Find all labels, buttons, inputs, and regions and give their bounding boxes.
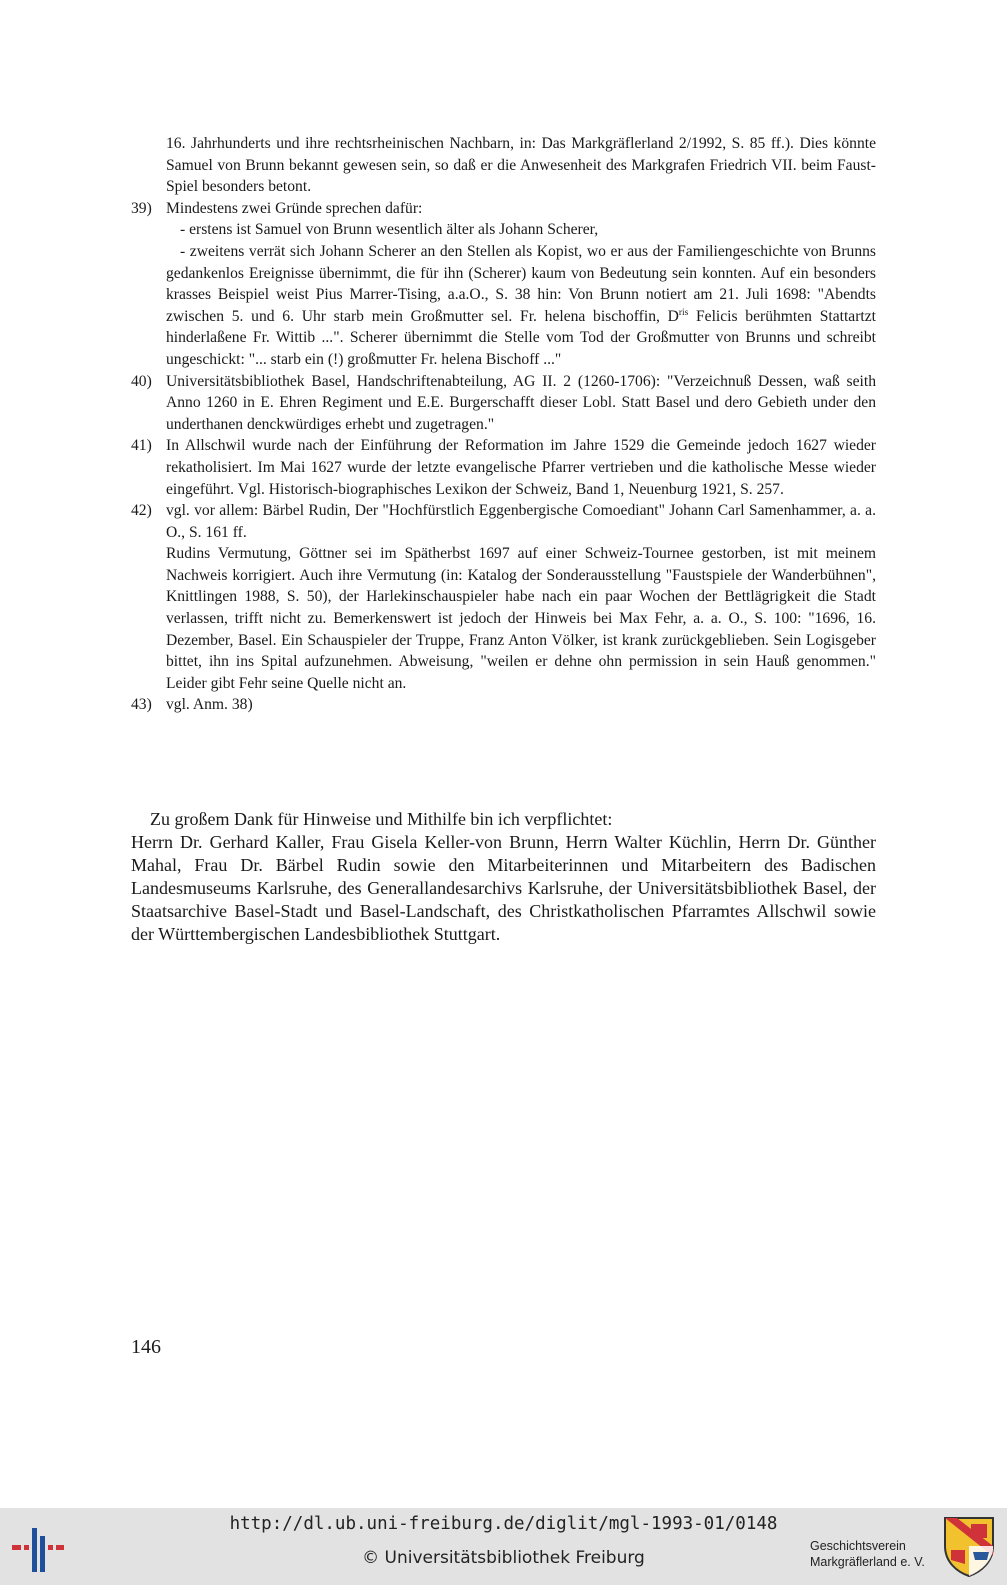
footnote-text-part: Felicis berühmten Stattartzt hinderlaßene Fr. Wittib ...". Scherer übernimmt die Stelle vom Tod der Großmutter von Brunns und schreibt ungeschickt: "... starb ein (!) großmutter Fr. helena Bischoff ..."	[166, 307, 876, 368]
acknowledgement-body: Herrn Dr. Gerhard Kaller, Frau Gisela Keller-von Brunn, Herrn Walter Küchlin, Herrn Dr. Günther Mahal, Frau Dr. Bärbel Rudin sowie den Mitarbeiterinnen und Mitarbeitern des Badischen Landesmuseums Karlsruhe, des Generallandesarchivs Karlsruhe, der Universitätsbibliothek Basel, der Staatsarchive Basel-Stadt und Basel-Landschaft, des Christkatholischen Pfarramtes Allschwil sowie der Württembergischen Landesbibliothek Stuttgart.	[131, 832, 876, 944]
footnote-39	[131, 198, 876, 371]
footnote-text: In Allschwil wurde nach der Einführung der Reformation im Jahre 1529 die Gemeinde jedoch 1627 wieder rekatholisiert. Im Mai 1627 wurde der letzte evangelische Pfarrer vertrieben und die katholische Messe wieder eingeführt. Vgl. Historisch-biographisches Lexikon der Schweiz, Band 1, Neuenburg 1921, S. 257.	[166, 437, 876, 498]
footnote-text: - erstens ist Samuel von Brunn wesentlich älter als Johann Scherer,	[180, 221, 599, 239]
footnote-number: 42)	[131, 502, 152, 520]
footnote-text	[166, 241, 876, 371]
acknowledgement-lead: Zu großem Dank für Hinweise und Mithilfe bin ich verpflichtet:	[150, 809, 613, 829]
footer-bar	[0, 1508, 1007, 1585]
footnote-text: Rudins Vermutung, Göttner sei im Spätherbst 1697 auf einer Schweiz-Tournee gestorben, ist mit meinem Nachweis korrigiert. Auch ihre Vermutung (in: Katalog der Sonderausstellung "Faustspiele der Wanderbühnen", Knittlingen 1988, S. 50), der Harlekinschauspieler habe nach ein paar Wochen der Bettlägrigkeit die Stadt verlassen, trifft nicht zu. Bemerkenswert ist jedoch der Hinweis bei Max Fehr, a. a. O., S. 100: "1696, 16. Dezember, Basel. Ein Schauspieler der Truppe, Franz Anton Völker, ist krank zurückgeblieben. Sein Logisgeber bittet, ihn ins Spital aufzunehmen. Abweisung, "weilen er dehne ohn permission in sein Hauß genommen." Leider gibt Fehr seine Quelle nicht an.	[166, 545, 876, 692]
footnote-text: Universitätsbibliothek Basel, Handschriftenabteilung, AG II. 2 (1260-1706): "Verzeichnuß Dessen, waß seith Anno 1260 in E. Ehren Regiment und E.E. Burgerschafft dieser Lobl. Statt Basel und dero Gebieth under den underthanen denckwürdiges erhebt und zugetragen."	[166, 372, 876, 433]
society-name-line: Geschichtsverein	[810, 1539, 906, 1553]
page-number: 146	[131, 1336, 161, 1358]
footnote-number: 41)	[131, 437, 152, 455]
footnote-43	[131, 694, 876, 716]
footnote-42	[131, 500, 876, 694]
society-name	[810, 1538, 925, 1570]
footnote-number: 43)	[131, 696, 152, 714]
copyright-text: © Universitätsbibliothek Freiburg	[362, 1548, 645, 1568]
acknowledgement	[131, 808, 876, 946]
footnote-41	[131, 435, 876, 500]
footnote-text: vgl. Anm. 38)	[166, 696, 253, 714]
coat-of-arms-icon	[943, 1516, 995, 1578]
footnote-text: vgl. vor allem: Bärbel Rudin, Der "Hochfürstlich Eggenbergische Comoediant" Johann Carl Samenhammer, a. a. O., S. 161 ff.	[166, 502, 876, 541]
footnote-continuation	[131, 133, 876, 198]
source-url-link[interactable]: http://dl.ub.uni-freiburg.de/diglit/mgl-1993-01/0148	[229, 1514, 778, 1534]
footnote-text-part: - zweitens verrät sich Johann Scherer an den Stellen als Kopist, wo er aus der Familiengeschichte von Brunns gedankenlos Ereignisse übernimmt, die für ihn (Scherer) kaum von Bedeutung sein konnten. Auf ein besonders krasses Beispiel weist Pius Marrer-Tising, a.a.O., S. 38 hin: Von Brunn notiert am 21. Juli 1698: "Abendts zwischen 5. und 6. Uhr starb mein Großmutter sel. Fr. helena bischoffin, D	[166, 242, 876, 325]
footnote-40	[131, 371, 876, 436]
society-name-line: Markgräflerland e. V.	[810, 1555, 925, 1569]
footnote-number: 39)	[131, 199, 152, 217]
footnote-continuation-text: 16. Jahrhunderts und ihre rechtsrheinischen Nachbarn, in: Das Markgräflerland 2/1992, S. 85 ff.). Dies könnte Samuel von Brunn bekannt gewesen sein, so daß er die Anwesenheit des Markgrafen Friedrich VII. beim Faust-Spiel besonders betont.	[166, 135, 876, 196]
superscript: ris	[678, 307, 689, 318]
footnotes	[131, 133, 876, 716]
footnote-text: Mindestens zwei Gründe sprechen dafür:	[166, 199, 423, 217]
footnote-number: 40)	[131, 372, 152, 390]
